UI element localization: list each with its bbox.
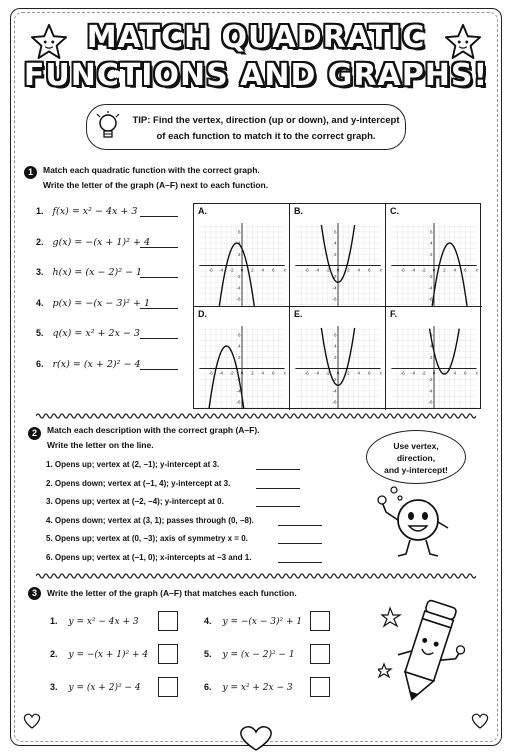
graph-panel bbox=[194, 307, 290, 410]
graph-plot bbox=[194, 204, 290, 307]
item-number: 3. bbox=[36, 267, 44, 277]
y-tick-label: -4 bbox=[332, 388, 337, 394]
match-item bbox=[50, 616, 139, 630]
y-tick-label: -2 bbox=[428, 274, 433, 280]
graph-label: B. bbox=[294, 206, 303, 216]
x-tick-label: -4 bbox=[219, 267, 224, 273]
x-tick-label: 6 bbox=[271, 370, 275, 376]
y-tick-label: -4 bbox=[332, 285, 337, 291]
x-tick-label: 4 bbox=[261, 267, 265, 273]
divider-1 bbox=[36, 412, 476, 420]
x-axis-label: x bbox=[283, 370, 286, 376]
answer-line[interactable] bbox=[140, 216, 178, 217]
y-tick-label: -6 bbox=[236, 399, 241, 405]
function-equation: y = x² − 4x + 3 bbox=[68, 617, 139, 627]
function-equation: p(x) = −(x − 3)² + 1 bbox=[52, 297, 150, 309]
bubble-line-3: and y-intercept! bbox=[384, 465, 448, 475]
y-tick-label: -4 bbox=[428, 285, 433, 291]
small-heart-left-icon bbox=[22, 712, 42, 730]
tip-line-1: TIP: Find the vertex, direction (up or down), and y-intercept bbox=[132, 115, 400, 126]
match-item bbox=[204, 682, 293, 696]
item-number: 1. bbox=[50, 616, 58, 626]
function-item bbox=[36, 206, 137, 220]
item-number: 5. bbox=[36, 328, 44, 338]
graph-panel bbox=[290, 307, 386, 410]
answer-box[interactable] bbox=[310, 644, 330, 664]
x-tick-label: -6 bbox=[304, 370, 309, 376]
x-tick-label: -2 bbox=[421, 370, 426, 376]
x-tick-label: 4 bbox=[357, 370, 361, 376]
y-tick-label: 2 bbox=[237, 251, 241, 257]
graph-plot bbox=[386, 307, 482, 410]
x-tick-label: -2 bbox=[421, 267, 426, 273]
x-tick-label: 2 bbox=[347, 370, 350, 376]
description-item bbox=[46, 516, 254, 528]
x-tick-label: -4 bbox=[219, 370, 224, 376]
x-tick-label: 0 bbox=[336, 267, 340, 273]
x-tick-label: 4 bbox=[453, 370, 457, 376]
match-item bbox=[204, 649, 295, 663]
x-tick-label: 4 bbox=[261, 370, 265, 376]
answer-line[interactable] bbox=[278, 525, 322, 526]
graph-panel bbox=[386, 307, 482, 410]
description-item bbox=[46, 553, 251, 565]
x-tick-label: -4 bbox=[315, 267, 320, 273]
y-tick-label: -6 bbox=[332, 296, 337, 302]
x-axis-label: x bbox=[379, 267, 382, 273]
x-tick-label: 6 bbox=[463, 267, 467, 273]
item-number: 6. bbox=[204, 682, 212, 692]
x-tick-label: 6 bbox=[463, 370, 467, 376]
x-tick-label: -6 bbox=[400, 370, 405, 376]
function-item bbox=[36, 237, 150, 251]
x-axis-label: x bbox=[379, 370, 382, 376]
x-tick-label: -2 bbox=[325, 267, 330, 273]
match-item bbox=[50, 649, 148, 663]
speech-bubble bbox=[366, 430, 466, 484]
graph-panel bbox=[194, 204, 290, 307]
x-tick-label: -2 bbox=[229, 370, 234, 376]
item-number: 3. bbox=[50, 682, 58, 692]
y-tick-label: 4 bbox=[237, 240, 241, 246]
x-tick-label: -4 bbox=[315, 370, 320, 376]
graph-label: A. bbox=[198, 206, 207, 216]
y-tick-label: -4 bbox=[236, 388, 241, 394]
y-tick-label: -2 bbox=[236, 377, 241, 383]
section-3-number: 3 bbox=[28, 587, 41, 600]
x-tick-label: 2 bbox=[347, 267, 350, 273]
item-number: 2. bbox=[46, 478, 53, 488]
x-tick-label: 2 bbox=[443, 370, 446, 376]
x-tick-label: -6 bbox=[304, 267, 309, 273]
x-axis-label: x bbox=[283, 267, 286, 273]
y-tick-label: 6 bbox=[429, 229, 433, 235]
x-tick-label: 2 bbox=[251, 370, 254, 376]
function-item bbox=[36, 328, 140, 342]
x-tick-label: 6 bbox=[367, 267, 371, 273]
answer-line[interactable] bbox=[256, 469, 300, 470]
lightbulb-icon bbox=[95, 111, 121, 143]
item-number: 2. bbox=[50, 649, 58, 659]
graph-plot bbox=[290, 307, 386, 410]
graph-label: E. bbox=[294, 309, 303, 319]
bubble-line-1: Use vertex, bbox=[393, 441, 439, 451]
y-tick-label: 4 bbox=[237, 343, 241, 349]
x-tick-label: -4 bbox=[411, 370, 416, 376]
answer-line[interactable] bbox=[140, 308, 178, 309]
item-number: 5. bbox=[46, 534, 53, 543]
description-text: Opens down; vertex at (3, 1); passes through (0, −8). bbox=[54, 515, 254, 525]
x-tick-label: -4 bbox=[411, 267, 416, 273]
graph-panel bbox=[290, 204, 386, 307]
section-1-instructions bbox=[43, 163, 268, 193]
item-number: 4. bbox=[36, 297, 44, 308]
match-item bbox=[50, 682, 141, 696]
x-tick-label: 0 bbox=[240, 267, 244, 273]
y-tick-label: 4 bbox=[333, 240, 337, 246]
description-text: Opens up; vertex at (0, −3); axis of symmetry x = 0. bbox=[54, 534, 248, 543]
section-2-number: 2 bbox=[28, 427, 41, 440]
x-tick-label: 4 bbox=[357, 267, 361, 273]
function-equation: f(x) = x² − 4x + 3 bbox=[52, 206, 138, 217]
answer-line[interactable] bbox=[140, 277, 178, 278]
answer-box[interactable] bbox=[158, 611, 178, 631]
y-tick-label: 4 bbox=[429, 343, 433, 349]
title-line-1: MATCH QUADRATIC bbox=[86, 20, 426, 55]
y-tick-label: -2 bbox=[332, 377, 337, 383]
smiley-mascot-icon bbox=[372, 484, 462, 564]
x-tick-label: 2 bbox=[251, 267, 254, 273]
divider-2 bbox=[36, 572, 476, 580]
answer-line[interactable] bbox=[256, 488, 300, 489]
y-tick-label: -2 bbox=[428, 377, 433, 383]
function-equation: y = (x − 2)² − 1 bbox=[222, 650, 295, 660]
answer-line[interactable] bbox=[278, 562, 322, 563]
answer-line[interactable] bbox=[140, 369, 178, 370]
section-2-instruction-1: Match each description with the correct graph (A–F). bbox=[47, 425, 260, 435]
function-equation: y = (x + 2)² − 4 bbox=[68, 683, 141, 693]
x-tick-label: -2 bbox=[325, 370, 330, 376]
x-tick-label: 2 bbox=[443, 267, 446, 273]
x-tick-label: 0 bbox=[432, 370, 436, 376]
function-equation: y = −(x + 1)² + 4 bbox=[68, 650, 149, 660]
section-1-number: 1 bbox=[24, 166, 37, 179]
y-tick-label: 4 bbox=[333, 343, 337, 349]
item-number: 4. bbox=[46, 515, 53, 525]
graph-plot bbox=[386, 204, 482, 307]
x-tick-label: -6 bbox=[208, 370, 213, 376]
item-number: 4. bbox=[204, 616, 212, 626]
function-item bbox=[36, 267, 142, 281]
description-text: Opens down; vertex at (−1, 4); y-intercept at 3. bbox=[54, 478, 231, 488]
item-number: 6. bbox=[46, 552, 53, 562]
function-item bbox=[36, 359, 141, 373]
answer-box[interactable] bbox=[310, 677, 330, 697]
function-item bbox=[36, 298, 150, 312]
tip-box bbox=[86, 104, 406, 150]
section-1-instruction-2: Write the letter of the graph (A–F) next to each function. bbox=[43, 180, 269, 190]
y-tick-label: 2 bbox=[333, 251, 337, 257]
answer-box[interactable] bbox=[310, 611, 330, 631]
y-tick-label: 4 bbox=[429, 240, 433, 246]
description-text: Opens up; vertex at (−2, −4); y-intercept at 0. bbox=[54, 497, 224, 506]
match-item bbox=[204, 616, 302, 630]
answer-box[interactable] bbox=[158, 677, 178, 697]
x-tick-label: 6 bbox=[271, 267, 275, 273]
small-heart-right-icon bbox=[470, 712, 490, 730]
function-equation: g(x) = −(x + 1)² + 4 bbox=[52, 236, 150, 248]
description-item bbox=[46, 479, 230, 491]
y-tick-label: 2 bbox=[429, 354, 433, 360]
x-tick-label: 0 bbox=[336, 370, 340, 376]
function-equation: y = −(x − 3)² + 1 bbox=[222, 617, 303, 627]
y-tick-label: -6 bbox=[332, 399, 337, 405]
heart-icon bbox=[236, 724, 276, 752]
y-tick-label: -4 bbox=[236, 285, 241, 291]
tip-line-2: of each function to match it to the correct graph. bbox=[156, 131, 376, 142]
y-tick-label: 6 bbox=[333, 332, 337, 338]
x-tick-label: 0 bbox=[432, 267, 436, 273]
description-text: Opens up; vertex at (2, −1); y-intercept at 3. bbox=[54, 460, 220, 469]
function-equation: r(x) = (x + 2)² − 4 bbox=[52, 358, 141, 370]
description-text: Opens up; vertex at (−1, 0); x-intercepts at −3 and 1. bbox=[54, 552, 252, 562]
y-tick-label: 2 bbox=[429, 251, 433, 257]
item-number: 3. bbox=[46, 497, 53, 506]
item-number: 1. bbox=[46, 460, 53, 469]
answer-line[interactable] bbox=[278, 543, 322, 544]
graph-plot bbox=[290, 204, 386, 307]
answer-box[interactable] bbox=[158, 644, 178, 664]
graph-panel bbox=[386, 204, 482, 307]
section-3-instruction: Write the letter of the graph (A–F) that matches each function. bbox=[47, 588, 297, 598]
description-item bbox=[46, 534, 248, 546]
tip-text bbox=[131, 113, 401, 145]
graph-label: F. bbox=[390, 309, 398, 319]
function-equation: h(x) = (x − 2)² − 1 bbox=[52, 267, 143, 278]
y-tick-label: 2 bbox=[237, 354, 241, 360]
y-tick-label: -6 bbox=[236, 296, 241, 302]
description-item bbox=[46, 497, 224, 509]
item-number: 2. bbox=[36, 236, 44, 247]
graph-grid bbox=[193, 203, 481, 409]
y-tick-label: 6 bbox=[237, 229, 241, 235]
graph-label: C. bbox=[390, 206, 399, 216]
y-tick-label: 6 bbox=[333, 229, 337, 235]
bubble-line-2: direction, bbox=[396, 453, 436, 463]
y-tick-label: 2 bbox=[333, 354, 337, 360]
section-2-instructions bbox=[47, 423, 260, 453]
x-tick-label: 4 bbox=[453, 267, 457, 273]
section-2-instruction-2: Write the letter on the line. bbox=[47, 440, 154, 450]
y-tick-label: 6 bbox=[429, 332, 433, 338]
y-tick-label: -6 bbox=[428, 296, 433, 302]
graph-plot bbox=[194, 307, 290, 410]
y-tick-label: -2 bbox=[236, 274, 241, 280]
x-tick-label: -2 bbox=[229, 267, 234, 273]
item-number: 1. bbox=[36, 206, 44, 216]
x-tick-label: 0 bbox=[240, 370, 244, 376]
description-item bbox=[46, 460, 219, 472]
y-tick-label: -2 bbox=[332, 274, 337, 280]
section-1-instruction-1: Match each quadratic function with the correct graph. bbox=[43, 165, 260, 175]
x-axis-label: x bbox=[475, 267, 478, 273]
answer-line[interactable] bbox=[140, 338, 178, 339]
function-equation: y = x² + 2x − 3 bbox=[222, 683, 293, 693]
y-tick-label: 6 bbox=[237, 332, 241, 338]
title-line-2: FUNCTIONS AND GRAPHS! bbox=[23, 58, 489, 93]
x-tick-label: -6 bbox=[208, 267, 213, 273]
pencil-mascot-icon bbox=[378, 598, 478, 710]
function-equation: q(x) = x² + 2x − 3 bbox=[52, 328, 140, 339]
x-tick-label: -6 bbox=[400, 267, 405, 273]
answer-line[interactable] bbox=[140, 247, 178, 248]
item-number: 6. bbox=[36, 358, 44, 369]
y-tick-label: -6 bbox=[428, 399, 433, 405]
x-axis-label: x bbox=[475, 370, 478, 376]
answer-line[interactable] bbox=[256, 506, 300, 507]
y-tick-label: -4 bbox=[428, 388, 433, 394]
item-number: 5. bbox=[204, 649, 212, 659]
graph-label: D. bbox=[198, 309, 207, 319]
x-tick-label: 6 bbox=[367, 370, 371, 376]
